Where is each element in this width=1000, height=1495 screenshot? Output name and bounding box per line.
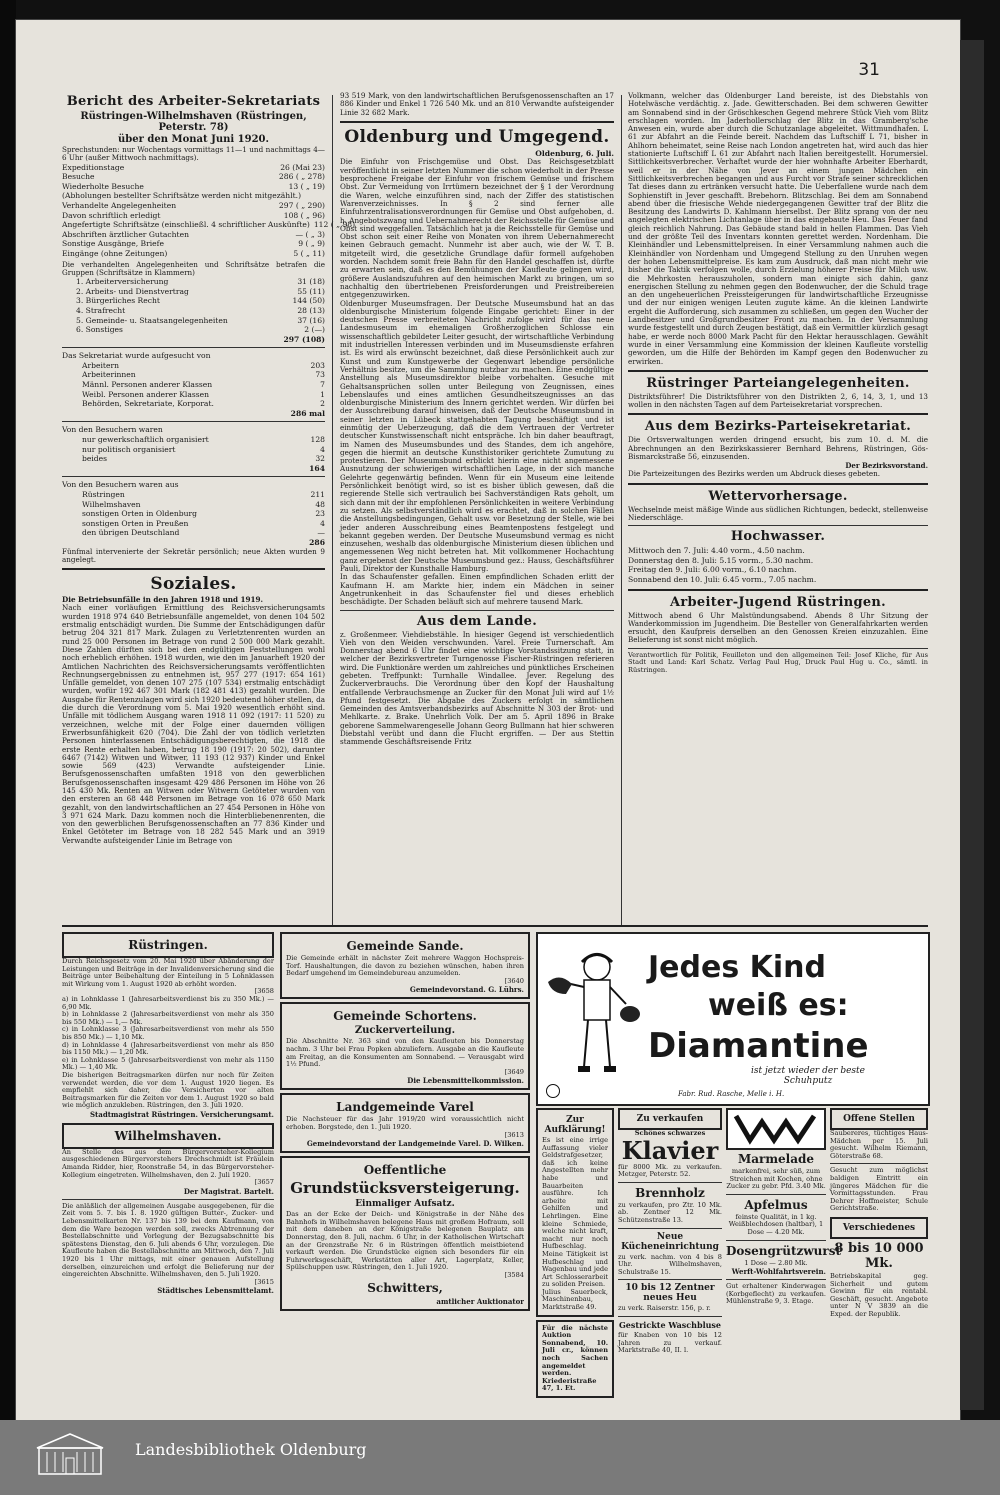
- list-item-value: 211: [310, 490, 325, 499]
- list-item: Donnerstag den 8. Juli: 5.15 vorm., 5.30 nachm.: [628, 555, 814, 565]
- list-item: [82, 500, 325, 510]
- ad-ruestringen-title: Rüstringen.: [128, 938, 208, 952]
- list-item: [76, 306, 325, 316]
- list-item: a) in Lohnklasse 1 (Jahresarbeitsverdienst bis zu 350 Mk.) — 6,90 Mk.: [62, 994, 274, 1011]
- ad-schortens-text: Die Abschnitte Nr. 363 sind von den Kaufleuten bis Donnerstag nachm. 3 Uhr bei Frau Popken abzuliefern. Ausgabe an die Kaufleute am Freitag, an die Konsumenten am Sonnabend. — Verausgabt wird 1½ Pfund.: [286, 1037, 524, 1069]
- col3-news: Volkmann, welcher das Oldenburger Land bereiste, ist des Diebstahls von Hotelwäsche verdächtig. z. Jade. Gewitterschaden. Bei dem schweren Gewitter am Sonnabend sind in der Gröschkeschen Gegend mehrere Stück Vieh vom Blitz erschlagen worden. Im Jaderhollerschlag der Blitz in das Gramberg'sche Anwesen ein, wurde aber durch die Schutzanlage abgeleitet. Wittmundhafen. L 61 zur Abfahrt an die Feinde bereit. Nachdem das Luftschiff L 71, bisher in Ahlhorn beheimatet, seine Reise nach London angetreten hat, wird auch das hier stationierte Luftschiff L 61 zur Abfahrt nach Italien bereitgestellt. Horumersiel. Sittlichkeitsverbrecher. Verhaftet wurde der hier wohnhafte Arbeiter Eberhardt, weil er in der Nähe von Jever an einem jungen Mädchen ein Sittlichkeitsverbrechen begangen und aus Furcht vor Strafe seiner schrecklichen Tat dieses dann zu ertränken versucht hatte. Die Ueberfallene wurde nach dem Sophienstift in Jever geschafft. Brebehorn. Blitzschlag. Bei dem am Sonnabend abend über die friesische Wehde niedergegangenen Gewitter traf der Blitz die Besitzung des Landwirts D. Kahlmann hierselbst. Der Blitz sprang von der neu angelegten elektrischen Lichtanlage über in das eingebaute Heu. Das Feuer fand gleich reichlich Nahrung. Das Gebäude stand bald in hellen Flammen. Das Vieh und der größte Teil des Inventars konnten gerettet werden. Nordenham. Die Kleinhändler und Lebensmittelpreisen. In einer Versammlung nahmen auch die Kleinhändler von Nordenham und Umgegend Stellung zu den Unruhen wegen der hohen Lebensmittelpreise. Es kam zum Ausdruck, daß man nicht mehr wie bisher die Taktik verfolgen wolle, durch Erzielung höherer Preise für Milch usw. die Mehrkosten herauszuholen, sondern man einigte sich dahin, ganz energischen Stellung zu nehmen gegen den Bodenwucher, der die Schuld trage an den ungeheuerlichen Preissteigerungen für landwirtschaftliche Erzeugnisse und der nur einigen wenigen Leuten zugute käme. An die kleinen Landwirte ergeht die Aufforderung, sich zusammen zu schließen, um gegen den Wucher der Landbesitzer und Großgrundbesitzer Front zu machen. In der Versammlung wurde festgestellt und durch Zeugen bestätigt, daß ein Vermittler kürzlich gesagt habe, er werde noch 8000 Mark Pacht für den Hektar herausschlagen. Gewählt wurde in einer Versammlung eine Kommission der kleinen Kaufleute vorstellig geworden, um die Hilfe der Behörden im Kampf gegen den Bodenwucher zu erwirken.: [628, 91, 928, 366]
- ad-ruestringen: [62, 932, 274, 958]
- groups-total: 297 (108): [283, 334, 325, 344]
- list-item-label: Angefertigte Schriftsätze (einschließl. 4 schriftlicher Auskünfte): [62, 220, 310, 230]
- list-item: Sonnabend den 10. Juli: 6.45 vorm., 7.05 nachm.: [628, 574, 817, 584]
- org-intro: Von den Besuchern waren: [62, 425, 163, 435]
- org-list: [62, 435, 325, 464]
- ad-marmelade-title: Marmelade: [737, 1152, 815, 1166]
- col2-continuation: 93 519 Mark, von den landwirtschaftlichen Berufsgenossenschaften an 17 886 Kinder und Enkel 1 726 540 Mk. und an 810 Verwandte aufsteigender Linie 32 682 Mark.: [340, 91, 614, 117]
- ad-varel-title: Landgemeinde Varel: [336, 1100, 474, 1115]
- bezirk-text: Die Ortsverwaltungen werden dringend ersucht, bis zum 10. d. M. die Abrechnungen an den Bezirkskassierer Bernhard Behrens, Rüstringen, Gös-Bismarckstraße 56, einzusenden.: [628, 435, 928, 461]
- list-item-label: 2. Arbeits- und Dienstvertrag: [76, 286, 189, 296]
- scan-right-edge: [960, 40, 984, 1410]
- ad-versteigerung: [280, 1156, 530, 1311]
- list-item-label: beides: [82, 454, 108, 464]
- list-item-label: Rüstringen: [82, 490, 125, 499]
- ad-ruestringen-text-2: Die bisherigen Beitragsmarken dürfen nur noch für Zeiten verwendet werden, die vor dem 1. August 1920 liegen. Es empfiehlt sich daher, die Versicherten vor alten Beitragsmarken für die Zeiten vor dem 1. August 1920 so bald wie möglich anzukleben. Rüstringen, den 3. Juli 1920.: [62, 1070, 274, 1110]
- library-name: Landesbibliothek Oldenburg: [135, 1440, 367, 1459]
- list-item-value: 37 (16): [297, 315, 325, 325]
- ad-aufklaerung-text: Es ist eine irrige Auffassung vieler Geldstrafgesetzer, daß ich keine Angestellten mehr habe und Bauarbeiten ausführe. Ich arbeite mit Gehilfen und Lehrlingen. Eine kleine Schmiede, welche nicht kraft, macht nur noch Hufbeschlag. Meine Tätigkeit ist Hufbeschlag und Wagenbau und jede Art Schlosserarbeit zu soliden Preisen.: [542, 1136, 608, 1289]
- ads-column-c: [536, 1108, 614, 1413]
- list-item-value: 2: [320, 399, 325, 409]
- ad-klavier-title: Klavier: [621, 1135, 719, 1165]
- ad-sande: [280, 932, 530, 999]
- ad-brennholz-title: Brennholz: [635, 1185, 705, 1200]
- oldenburg-heading: Oldenburg und Umgegend.: [344, 126, 610, 147]
- list-item-value: 4: [320, 518, 325, 528]
- ad-heu-title: 10 bis 12 Zentner neues Heu: [625, 1283, 715, 1304]
- impressum: Verantwortlich für Politik, Feuilleton und den allgemeinen Teil: Josef Kliche, für Aus Stadt und Land: Karl Schatz. Verlag Paul Hug, Druck Paul Hug u. Co., sämtl. in Rüstringen.: [628, 650, 928, 674]
- column-2: [340, 92, 614, 924]
- ad-aufklaerung: [536, 1108, 614, 1317]
- ad-wilhelmshaven-title: Wilhelmshaven.: [114, 1128, 222, 1143]
- ads-column-b: [280, 932, 530, 1412]
- list-item-value: 32: [315, 454, 325, 464]
- list-item-label: 4. Strafrecht: [76, 305, 126, 315]
- list-item-value: 112 ( „ 98): [313, 220, 356, 230]
- list-item-label: 5. Gemeinde- u. Staatsangelegenheiten: [76, 315, 228, 325]
- report-subtitle: Rüstringen-Wilhelmshaven (Rüstringen, Peterstr. 78): [80, 111, 307, 133]
- list-item-value: 4: [320, 444, 325, 454]
- dateline: Oldenburg, 6. Juli.: [535, 148, 614, 158]
- ad-wohlfahrt-logo: [726, 1108, 826, 1150]
- visits-total: 286 mal: [290, 408, 325, 418]
- ad-ruestringen-signature: Stadtmagistrat Rüstringen. Versicherungsamt.: [90, 1109, 274, 1119]
- list-item-label: nur politisch organisiert: [82, 444, 176, 454]
- list-item-value: 2 (—): [304, 325, 325, 335]
- list-item-value: 28 (13): [297, 305, 325, 315]
- list-item: [62, 163, 325, 173]
- ad-wilhelmshaven-text-2: Die anläßlich der allgemeinen Ausgabe ausgegebenen, für die Zeit vom 5. 7. bis 1. 8. 1920 gültigen Butter-, Zucker- und Lebensmittelkarten Nr. 137 bis 139 bei dem Kaufmann, von dem die Ware bezogen werden soll, zwecks Abtrennung der Bestellabschnitte und Vorlegung der Bezugsabschnitte bis spätestens Dienstag, den 6. Juli abends 6 Uhr, vorzulegen. Die Kaufleute haben die Bestellabschnitte am Mittwoch, den 7. Juli 1920 bis 1 Uhr mittags, mit einer genauen Aufstellung derselben, einzureichen und erfolgt die Belieferung nur der eingereichten Abschnitte. Wilhelmshaven, den 5. Juli 1920.: [62, 1201, 274, 1279]
- ad-diamantine-maker: Fabr. Rud. Rasche, Melle i. H.: [678, 1090, 785, 1098]
- visits-intro: Das Sekretariat wurde aufgesucht von: [62, 351, 211, 361]
- list-item-value: 13 ( „ 19): [288, 181, 325, 191]
- wetter-heading: Wettervorhersage.: [708, 488, 848, 504]
- list-item-label: Weibl. Personen anderer Klassen: [82, 389, 210, 399]
- bezirk-heading: Aus dem Bezirks-Parteisekretariat.: [644, 419, 912, 435]
- ad-marmelade-text: markenfrei, sehr süß, zum Streichen mit Kochen, ohne Zucker zu gebr. Pfd. 3.40 Mk.: [726, 1167, 826, 1191]
- list-item-value: [321, 191, 325, 201]
- page-number: 31: [858, 60, 880, 80]
- list-item: [62, 201, 325, 211]
- report-period: über den Monat Juni 1920.: [118, 134, 269, 145]
- list-item-value: —: [317, 528, 325, 538]
- ad-number: [3640: [504, 976, 524, 985]
- ad-kapital-title: 8 bis 10 000 Mk.: [834, 1240, 924, 1271]
- ad-versteigerung-text: Das an der Ecke der Deich- und Königstraße in der Nähe des Bahnhofs in Wilhelmshaven belegene Haus mit großem Hofraum, soll mit dem daneben an der Königstraße belegenen Bauplatz am Donnerstag, den 8. Juli, nachm. 6 Uhr, in der Katholischen Wirtschaft an der Grenzstraße Nr. 6 in Rüstringen öffentlich meistbietend verkauft werden. Die Grundstücke eignen sich besonders für ein Fuhrwerksgeschäft, Werkstätten aller Art, Lagerplatz, Keller, Spülschuppen usw. Rüstringen, den 1. Juli 1920.: [286, 1210, 524, 1272]
- ads-column-f: [830, 1108, 928, 1413]
- list-item-label: Wiederholte Besuche: [62, 181, 144, 191]
- ad-number: [3658: [254, 987, 274, 996]
- ad-grutzwurst-signature: Werft-Wohlfahrtsverein.: [731, 1267, 826, 1277]
- list-item-value: 297 ( „ 290): [278, 200, 325, 210]
- list-item-label: Eingänge (ohne Zeitungen): [62, 248, 168, 258]
- ad-wilhelmshaven-signature: Der Magistrat. Bartelt.: [183, 1186, 274, 1196]
- list-item-value: 1: [320, 389, 325, 399]
- ad-schortens-signature: Die Lebensmittelkommission.: [407, 1076, 524, 1086]
- org-total: 164: [309, 463, 325, 473]
- list-item: [76, 277, 325, 287]
- ad-versteigerung-title-1: Oeffentliche: [363, 1163, 447, 1178]
- partei-heading: Rüstringer Parteiangelegenheiten.: [646, 375, 910, 391]
- list-item: [82, 361, 325, 371]
- library-building-logo-icon: [35, 1430, 105, 1478]
- list-item: [82, 490, 325, 500]
- groups-list: [62, 277, 325, 335]
- list-item-label: sonstigen Orten in Oldenburg: [82, 509, 197, 519]
- ad-diamantine-line-1: Jedes Kind: [648, 950, 826, 985]
- ad-verschiedenes: [830, 1217, 928, 1239]
- list-item: [82, 390, 325, 400]
- ad-apfelmus-text: feinste Qualität, in 1 kg. Weißblechdosen (haltbar), 1 Dose — 4.20 Mk.: [728, 1212, 824, 1236]
- soziales-heading: Soziales.: [150, 574, 237, 595]
- list-item-label: 6. Sonstiges: [76, 325, 123, 335]
- list-item-label: Arbeitern: [82, 360, 119, 370]
- jugend-heading: Arbeiter-Jugend Rüstringen.: [669, 594, 887, 610]
- soziales-subheading: Die Betriebsunfälle in den Jahren 1918 und 1919.: [62, 595, 264, 605]
- list-item: [76, 316, 325, 326]
- list-item: [62, 249, 325, 259]
- list-item: [82, 399, 325, 409]
- partei-text: Distriktsführer! Die Distriktsführer von den Distrikten 2, 6, 14, 3, 1, und 13 wollen in den nächsten Tagen auf dem Parteisekretariat vorsprechen.: [628, 391, 928, 410]
- ad-verkaufen-title: Zu verkaufen: [636, 1114, 704, 1124]
- scan-left-edge: [0, 0, 16, 1420]
- boy-with-shoe-illustration: [542, 942, 652, 1092]
- list-item: [82, 380, 325, 390]
- ad-kueche-title: Neue Kücheneinrichtung: [621, 1231, 719, 1252]
- ad-grutzwurst-text: 1 Dose — 2.80 Mk.: [744, 1258, 808, 1267]
- ad-diamantine-slogan: ist jetzt wieder der beste Schuhputz: [751, 1066, 865, 1086]
- ad-number: [3649: [504, 1067, 524, 1076]
- origin-intro: Von den Besuchern waren aus: [62, 480, 179, 490]
- ad-auktion-text: Für die nächste Auktion Sonnabend, 10. Juli cr., können noch Sachen angemeldet werden. Kriederistraße 47, 1. Et.: [542, 1323, 608, 1393]
- library-footer: [0, 1420, 1000, 1495]
- list-item: [76, 296, 325, 306]
- ad-aufklaerung-title: Zur Aufklärung!: [544, 1115, 606, 1135]
- groups-intro: Die verhandelten Angelegenheiten und Schriftsätze betrafen die Gruppen (Schriftsätze in Klammern): [62, 259, 325, 277]
- article-einfuhr: Die Einfuhr von Frischgemüse und Obst. Das Reichsgesetzblatt veröffentlicht in seiner letzten Nummer die schon wiederholt in der Presse besprochene Freigabe der Einfuhr von frischem Gemüse und frischem Obst. Zur Vermeidung von Irrtümern bezeichnet der § 1 der Verordnung die Waren, welche einzuführen sind, nach der Ziffer des statistischen Warenverzeichnisses. In § 2 sind ferner alle Einfuhrzentralisationsverordnungen für Gemüse und Obst aufgehoben, d. h. Angebotszwang und Uebernahmerecht der Reichsstelle für Gemüse und Obst sind weggefallen. Tatsächlich hat ja die Reichsstelle für Gemüse und Obst schon seit einer Reihe von Monaten von ihrem Uebernahmerecht keinen Gebrauch gemacht. Nunmehr ist aber auch, wie der W. T. B. mitgeteilt wird, die gesetzliche Grundlage dafür formell aufgehoben worden. Nachdem somit freie Bahn für den Handel geschaffen ist, dürfte zu erwarten sein, daß es den Bemühungen der Kaufleute gelingen wird, größere Auslandszufuhren auf den heimischen Markt zu bringen, um so nachhaltig den übertriebenen Preisforderungen und Preistreibereien entgegenzuwirken.: [340, 157, 614, 300]
- ad-number: [3657: [254, 1178, 274, 1187]
- ad-kapital-text: Betriebskapital geg. Sicherheit und gutem Gewinn für ein rentabl. Geschäft, gesucht. Angebote unter N V 3839 an die Exped. der Republik.: [830, 1271, 928, 1318]
- ad-ruestringen-text: Durch Reichsgesetz vom 20. Mai 1920 über Abänderung der Leistungen und Beiträge in der Invalidenversicherung sind die Beiträge unter Beibehaltung der Einteilung in 5 Lohnklassen mit Wirkung vom 1. August 1920 ab erhöht worden.: [62, 957, 274, 988]
- ad-varel-signature: Gemeindevorstand der Landgemeinde Varel. D. Wilken.: [306, 1139, 524, 1149]
- list-item-label: Behörden, Sekretariate, Korporat.: [82, 399, 214, 409]
- hochwasser-heading: Hochwasser.: [730, 529, 826, 545]
- list-item-label: 3. Bürgerliches Recht: [76, 296, 160, 306]
- ad-schortens-subtitle: Zuckerverteilung.: [354, 1025, 456, 1037]
- ad-diamantine-brand: Diamantine: [648, 1026, 869, 1066]
- bezirk-signature: Der Bezirksvorstand.: [845, 461, 928, 471]
- list-item-value: 5 ( „ 11): [293, 248, 325, 258]
- list-item-value: 144 (50): [292, 296, 325, 306]
- report-closing: Fünfmal intervenierte der Sekretär persönlich; neue Akten wurden 9 angelegt.: [62, 546, 325, 564]
- ad-diamantine-line-2: weiß es:: [708, 988, 849, 1023]
- ad-sande-text: Die Gemeinde erhält in nächster Zeit mehrere Waggon Hochspreis-Torf. Haushaltungen, die davon zu beziehen wünschen, haben ihren Bedarf umgehend im Gemeindebureau anzumelden.: [286, 954, 524, 978]
- ad-auktion: [536, 1320, 614, 1398]
- list-item-value: 203: [310, 360, 325, 370]
- ad-versteigerung-subtitle: Einmaliger Aufsatz.: [355, 1199, 455, 1210]
- ad-sande-title: Gemeinde Sande.: [346, 939, 464, 953]
- ad-stellen: [830, 1108, 928, 1130]
- ad-number: [3584: [504, 1270, 524, 1279]
- list-item: [62, 211, 325, 221]
- list-item: [62, 230, 325, 240]
- ad-versteigerung-signature-1: Schwitters,: [367, 1281, 443, 1296]
- article-museum: Oldenburger Museumsfragen. Der Deutsche Museumsbund hat an das oldenburgische Ministerium folgende Eingabe gerichtet: Einer in der deutschen Presse verbreiteten Nachricht zufolge wird für das neue Landesmuseum im ehemaligen Großherzoglichen Schlosse ein wissenschaftlich gebildeter Leiter gesucht, der wirtschaftliche Verbindung mit industriellen Interessen verbinden und im Museumsdienste erfahren ist. Es wird als erwünscht bezeichnet, daß diese Persönlichkeit auch zur Kunst und zum Kunstgewerbe der Gegenwart lebendige persönliche Verhältnis besitze, um die Sammlung nutzbar zu machen. Eine endgültige Anstellung als Museumsdirektor bleibe vorbehalten. Gesuche mit Gehaltsansprüchen sollen unter Beilegung von Zeugnissen, eines Lebenslaufes und eines amtlichen Gesundheitszeugnisses an das oldenburgische Ministerium des Innern gerichtet werden. Wir dürfen bei der Ausschreibung darauf hinweisen, daß der Deutsche Museumsbund in seiner letzten in Lübeck stattgehabten Tagung beschäftigt und ist einmütig der Ueberzeugung, daß die dem Vertrauen der Vertreter deutscher Kunstwissenschaft nicht entspräche. Ich bin daher beauftragt, im Namen des Museumsbundes und des Standes, dem ich angehöre, gegen die hiermit an deutsche Kunsthistoriker gerichtete Zumutung zu protestieren. Der Museumsbund erblickt hierin eine nicht angemessene Ausnutzung der schwierigen wirtschaftlichen Lage, in der sich manche Gelehrte gegenwärtig befinden. Wenn für ein Museum eine leitende Persönlichkeit benötigt wird, so ist es bisher üblich gewesen, daß die regierende Stelle sich vertraulich bei Sachverständigen Rats geholt, um sich dann mit der ihr empfohlenen Persönlichkeiten in weitere Verbindung zu setzen. Als selbstverständlich wird es erachtet, daß in solchen Fällen die Anstellungsbedingungen, Gehalt usw. vor Besetzung der Stelle, wie bei jeder anderen Ausschreibung eines Beamtenpostens festgelegt und bekannt gegeben werden. Der Deutsche Museumsbund vermag es nicht einzusehen, weshalb das oldenburgische Ministerium diesen üblichen und angemessenen Weg nicht betreten hat. Mit vollkommener Hochachtung ganz ergebenst der Deutsche Museumsbund gez.: Hauss, Geschäftsführer Pauli, Direktor der Kunsthalle Hamburg.: [340, 298, 614, 574]
- list-item: Freitag den 9. Juli: 6.00 vorm., 6.10 nachm.: [628, 565, 797, 575]
- list-item-value: 7: [320, 380, 325, 390]
- list-item: [62, 191, 325, 201]
- lande-article: z. Großenmeer. Viehdiebstähle. In hiesiger Gegend ist verschiedentlich Vieh von den Weiden verschwunden. Varel. Freie Turnerschaft. Am Donnerstag abend 6 Uhr findet eine wichtige Vorstandssitzung statt, in welcher der Bezirksvertreter Turngenosse Fischer-Rüstringen referieren wird. Die Funktionäre werden um zahlreiches und pünktliches Erscheinen gebeten. Treffpunkt: Turnhalle Windallee. Jever. Regelung des Zuckerverbrauchs. Die Verordnung über den Kopf der Haushaltung entfallende Verbrauchsmenge an Zucker für den Monat Juli wird auf 1½ Pfund festgesetzt. Die Abgabe des Zuckers erfolgt in sämtlichen Gemeinden des Amtsverbandsbezirks auf Abschnitte N 303 der Brot- und Mehlkarte. z. Brake. Unehrlich Volk. Der am 5. April 1896 in Brake geborene Sammelwarengeselle Johann Georg Bullmann hat hier schweren Diebstahl verübt und dann die Flucht ergriffen. — Der aus Stettin stammende Geschäftsreisende Fritz: [340, 629, 614, 747]
- list-item-label: Männl. Personen anderer Klassen: [82, 380, 213, 390]
- ad-number: [3613: [504, 1130, 524, 1139]
- ad-klavier-sub: Schönes schwarzes: [634, 1129, 706, 1137]
- ads-column-a: [62, 932, 274, 1412]
- ad-bluse-text: für Knaben von 10 bis 12 Jahren zu verkauf. Marktstraße 40, II. l.: [618, 1330, 722, 1355]
- list-item: [76, 325, 325, 335]
- ads-column-e: [726, 1108, 841, 1413]
- list-item: Mittwoch den 7. Juli: 4.40 vorm., 4.50 nachm.: [628, 546, 805, 556]
- list-item-label: 1. Arbeiterversicherung: [76, 277, 169, 287]
- article-schaufenster: In das Schaufenster gefallen. Einen empfindlichen Schaden erlitt der Kaufmann H. am Markte hier, indem ein Mädchen in seiner Angetrunkenheit in das Schaufenster fiel und dieses erheblich beschädigte. Der Schaden beläuft sich auf mehrere tausend Mark.: [340, 572, 614, 607]
- list-item-value: 9 ( „ 9): [298, 239, 325, 249]
- column-rule: [621, 95, 622, 925]
- list-item: b) in Lohnklasse 2 (Jahresarbeitsverdienst von mehr als 350 bis 550 Mk.) — 1,— Mk.: [62, 1010, 274, 1026]
- list-item: [62, 220, 356, 230]
- list-item: [82, 519, 325, 529]
- list-item-label: Expeditionstage: [62, 162, 125, 172]
- ad-wilhelmshaven-text: An Stelle des aus dem Bürgervorsteher-Kollegium ausgeschiedenen Bürgervorstehers Drechschmidt ist Fräulein Amanda Ridder, hier, Roonstraße 54, in das Bürgervorsteher-Kollegium eingetreten. Wilhelmshaven, den 2. Juli 1920.: [62, 1147, 274, 1179]
- wetter-text: Wechselnde meist mäßige Winde aus südlichen Richtungen, bedeckt, stellenweise Niederschläge.: [628, 504, 928, 522]
- lande-heading: Aus dem Lande.: [416, 613, 538, 629]
- ad-klavier-text: für 8000 Mk. zu verkaufen. Metzger, Peterstr. 52.: [618, 1162, 722, 1179]
- list-item-value: 48: [315, 499, 325, 509]
- list-item: [82, 370, 325, 380]
- ad-brennholz-text: zu verkaufen, pro Ztr. 10 Mk. ab. Zentner 12 Mk. Schützenstraße 13.: [618, 1200, 722, 1224]
- ad-bluse-title: Gestrickte Waschbluse: [618, 1319, 722, 1330]
- list-item-label: Wilhelmshaven: [82, 499, 141, 509]
- visits-list: [62, 361, 325, 409]
- ad-stellen-title: Offene Stellen: [843, 1114, 915, 1124]
- column-1: [62, 92, 356, 924]
- list-item-value: 286 ( „ 278): [278, 172, 325, 182]
- list-item-value: 31 (18): [297, 277, 325, 287]
- ad-kueche-text: zu verk. nachm. von 4 bis 8 Uhr. Wilhelmshaven, Schulstraße 15.: [618, 1252, 722, 1276]
- ad-apfelmus-title: Apfelmus: [744, 1197, 808, 1212]
- list-item: c) in Lohnklasse 3 (Jahresarbeitsverdienst von mehr als 550 bis 850 Mk.) — 1,10 Mk.: [62, 1025, 274, 1041]
- ad-kinderwagen-text: Gut erhaltener Kinderwagen (Korbgeflecht) zu verkaufen. Mühlenstraße 9, 3. Etage.: [726, 1282, 826, 1306]
- list-item-label: Davon schriftlich erledigt: [62, 210, 161, 220]
- ad-aufklaerung-signature: Julius Sauerbeck, Maschinenbau, Marktstraße 49.: [542, 1287, 608, 1312]
- ad-wilhelmshaven-signature-2: Städtisches Lebensmittelamt.: [157, 1286, 274, 1296]
- list-item: [62, 172, 325, 182]
- list-item-label: Verhandelte Angelegenheiten: [62, 200, 177, 210]
- maker-logo-icon: [546, 1084, 560, 1098]
- list-item: d) in Lohnklasse 4 (Jahresarbeitsverdienst von mehr als 850 bis 1150 Mk.) — 1,20 Mk.: [62, 1040, 274, 1057]
- origin-total: 286: [309, 537, 325, 547]
- column-3: [628, 92, 928, 924]
- section-rule: [62, 925, 928, 927]
- ad-wilhelmshaven: [62, 1123, 274, 1149]
- list-item-label: nur gewerkschaftlich organisiert: [82, 435, 209, 445]
- ad-sande-signature: Gemeindevorstand. G. Lührs.: [409, 985, 524, 995]
- list-item-value: 73: [315, 370, 325, 380]
- ad-heu-text: zu verk. Raiserstr. 156, p. r.: [618, 1304, 711, 1313]
- list-item-value: 26 (Mai 23): [280, 162, 325, 172]
- list-item: [82, 435, 325, 445]
- ad-hausmaedchen-text: Saubereres, tüchtiges Haus-Mädchen per 15. Juli gesucht. Wilhelm Riemann, Göterstraße 68.: [830, 1129, 928, 1160]
- ad-maedchen-text: Gesucht zum möglichst baldigen Eintritt ein jüngeres Mädchen für die Vormittagsstunden. Frau Dehrer Hoffmeister, Schule Gerichtstraße.: [830, 1166, 928, 1213]
- list-item-label: Abschriften ärztlicher Gutachten: [62, 229, 189, 239]
- list-item: [76, 287, 325, 297]
- list-item: [82, 528, 325, 538]
- ad-schortens: [280, 1002, 530, 1090]
- list-item-value: — ( „ 3): [295, 229, 325, 239]
- list-item-label: den übrigen Deutschland: [82, 528, 180, 538]
- list-item-label: Sonstige Ausgänge, Briefe: [62, 239, 164, 249]
- list-item-label: Arbeiterinnen: [82, 370, 136, 380]
- ad-varel-text: Die Nachsteuer für das Jahr 1919/20 wird voraussichtlich nicht erhoben. Borgstede, den 1. Juli 1920.: [286, 1115, 524, 1131]
- list-item: [62, 239, 325, 249]
- list-item-label: (Abholungen bestellter Schriftsätze werden nicht mitgezählt.): [62, 191, 302, 201]
- list-item-value: 128: [310, 435, 325, 445]
- ad-verkaufen: [618, 1108, 722, 1130]
- soziales-article: Nach einer vorläufigen Ermittlung des Reichsversicherungsamts wurden 1918 974 640 Betriebsunfälle angemeldet, von denen 104 502 erstmalig entschädigt wurden. Die Summe der Entschädigungen dafür betrug 204 321 817 Mark. Zulagen zu Verletztenrenten wurden an rund 25 000 Personen im Betrage von rund 2 500 000 Mark gezahlt. Diese Zahlen dürften sich bei den endgültigen Feststellungen wohl noch erheblich erhöhen. 1918 wurden, wie den im Januarheft 1920 der Amtlichen Nachrichten des Reichsversicherungsamts veröffentlichten Rechnungsergebnissen zu entnehmen ist, 957 277 (1917: 654 161) Unfälle gemeldet, von denen 107 275 (107 534) erstmalig entschädigt wurden, wofür 192 467 301 Mark (182 481 413) gezahlt wurden. Die Ausgabe für Rentenzulagen wird sich 1920 bedeutend höher stellen, da die durch die Verordnung vom 5. Mai 1920 wesentlich erhöht sind. Unfälle mit tödlichem Ausgang waren 1918 11 092 (1917: 11 520) zu verzeichnen, welche mit der Folge einer dauernden völligen Erwerbsunfähigkeit 620 (704). Die Zahl der von tödlich verletzten Personen hinterlassenen Entschädigungsberechtigten, die 1918 die erste Rente erhalten haben, betrug 18 190 (1917: 20 502), darunter 6467 (7142) Witwen und Witwer, 11 193 (12 937) Kinder und Enkel sowie 569 (423) Verwandte aufsteigender Linie. Berufsgenossenschaften umfaßten 1918 von den gewerblichen Berufsgenossenschaften insgesamt 429 486 Personen im Höhe von 26 145 430 Mk. Renten an Witwen oder Witwern Getöteter wurden von den ersteren an 68 448 Personen im Betrage von 16 078 650 Mark gezahlt, von den landwirtschaftlichen an 27 454 Personen in Höhe von 3 971 624 Mark. Dazu kommen noch die Hinterbliebenenrenten, die von den gewerblichen Berufsgenossenschaften an 77 836 Kinder und Enkel Getöteter im Betrage von 18 282 545 Mark und an 3919 Verwandte aufsteigender Linie im Betrage von: [62, 603, 325, 845]
- list-item: [82, 445, 325, 455]
- bezirk-text-2: Die Parteizeitungen des Bezirks werden um Abdruck dieses gebeten.: [628, 469, 881, 479]
- list-item: e) in Lohnklasse 5 (Jahresarbeitsverdienst von mehr als 1150 Mk.) — 1,40 Mk.: [62, 1055, 274, 1072]
- list-item: [82, 454, 325, 464]
- jugend-text: Mittwoch abend 6 Uhr Malstündungsabend. Abends 8 Uhr Sitzung der Wanderkommission im Jugendheim. Die Besteller von Generalfahrkarten werden ersucht, den Kaufpreis derselben an den Genossen Kreien einzuzahlen. Eine Belieferung ist sonst nicht möglich.: [628, 610, 928, 645]
- ad-versteigerung-signature-2: amtlicher Auktionator: [436, 1297, 524, 1307]
- list-item-label: sonstigen Orten in Preußen: [82, 518, 189, 528]
- ad-grutzwurst-title: Dosengrützwurst: [726, 1243, 841, 1258]
- ads-column-d: [618, 1108, 722, 1413]
- origin-list: [62, 490, 325, 538]
- ad-ruestringen-list: [62, 996, 274, 1072]
- newspaper-page: [16, 20, 960, 1420]
- ad-varel: [280, 1093, 530, 1153]
- ad-number: [3615: [254, 1277, 274, 1286]
- ad-versteigerung-title-2: Grundstücksversteigerung.: [290, 1179, 520, 1198]
- list-item: [62, 182, 325, 192]
- ad-verschiedenes-title: Verschiedenes: [842, 1222, 916, 1233]
- list-item-label: Besuche: [62, 172, 95, 182]
- list-item-value: 55 (11): [297, 286, 325, 296]
- hochwasser-list: [628, 546, 928, 584]
- wohlfahrt-logo-icon: [728, 1110, 824, 1146]
- ad-schortens-title: Gemeinde Schortens.: [333, 1009, 477, 1024]
- stats-list: [62, 162, 356, 259]
- list-item-value: 23: [315, 509, 325, 519]
- office-hours: Sprechstunden: nur Wochentags vormittags 11—1 und nachmittags 4—6 Uhr (außer Mittwoch nachmittags).: [62, 145, 325, 163]
- ad-diamantine: [536, 932, 930, 1106]
- list-item-value: 108 ( „ 96): [283, 210, 325, 220]
- report-title: Bericht des Arbeiter-Sekretariats: [66, 94, 321, 109]
- list-item: [82, 509, 325, 519]
